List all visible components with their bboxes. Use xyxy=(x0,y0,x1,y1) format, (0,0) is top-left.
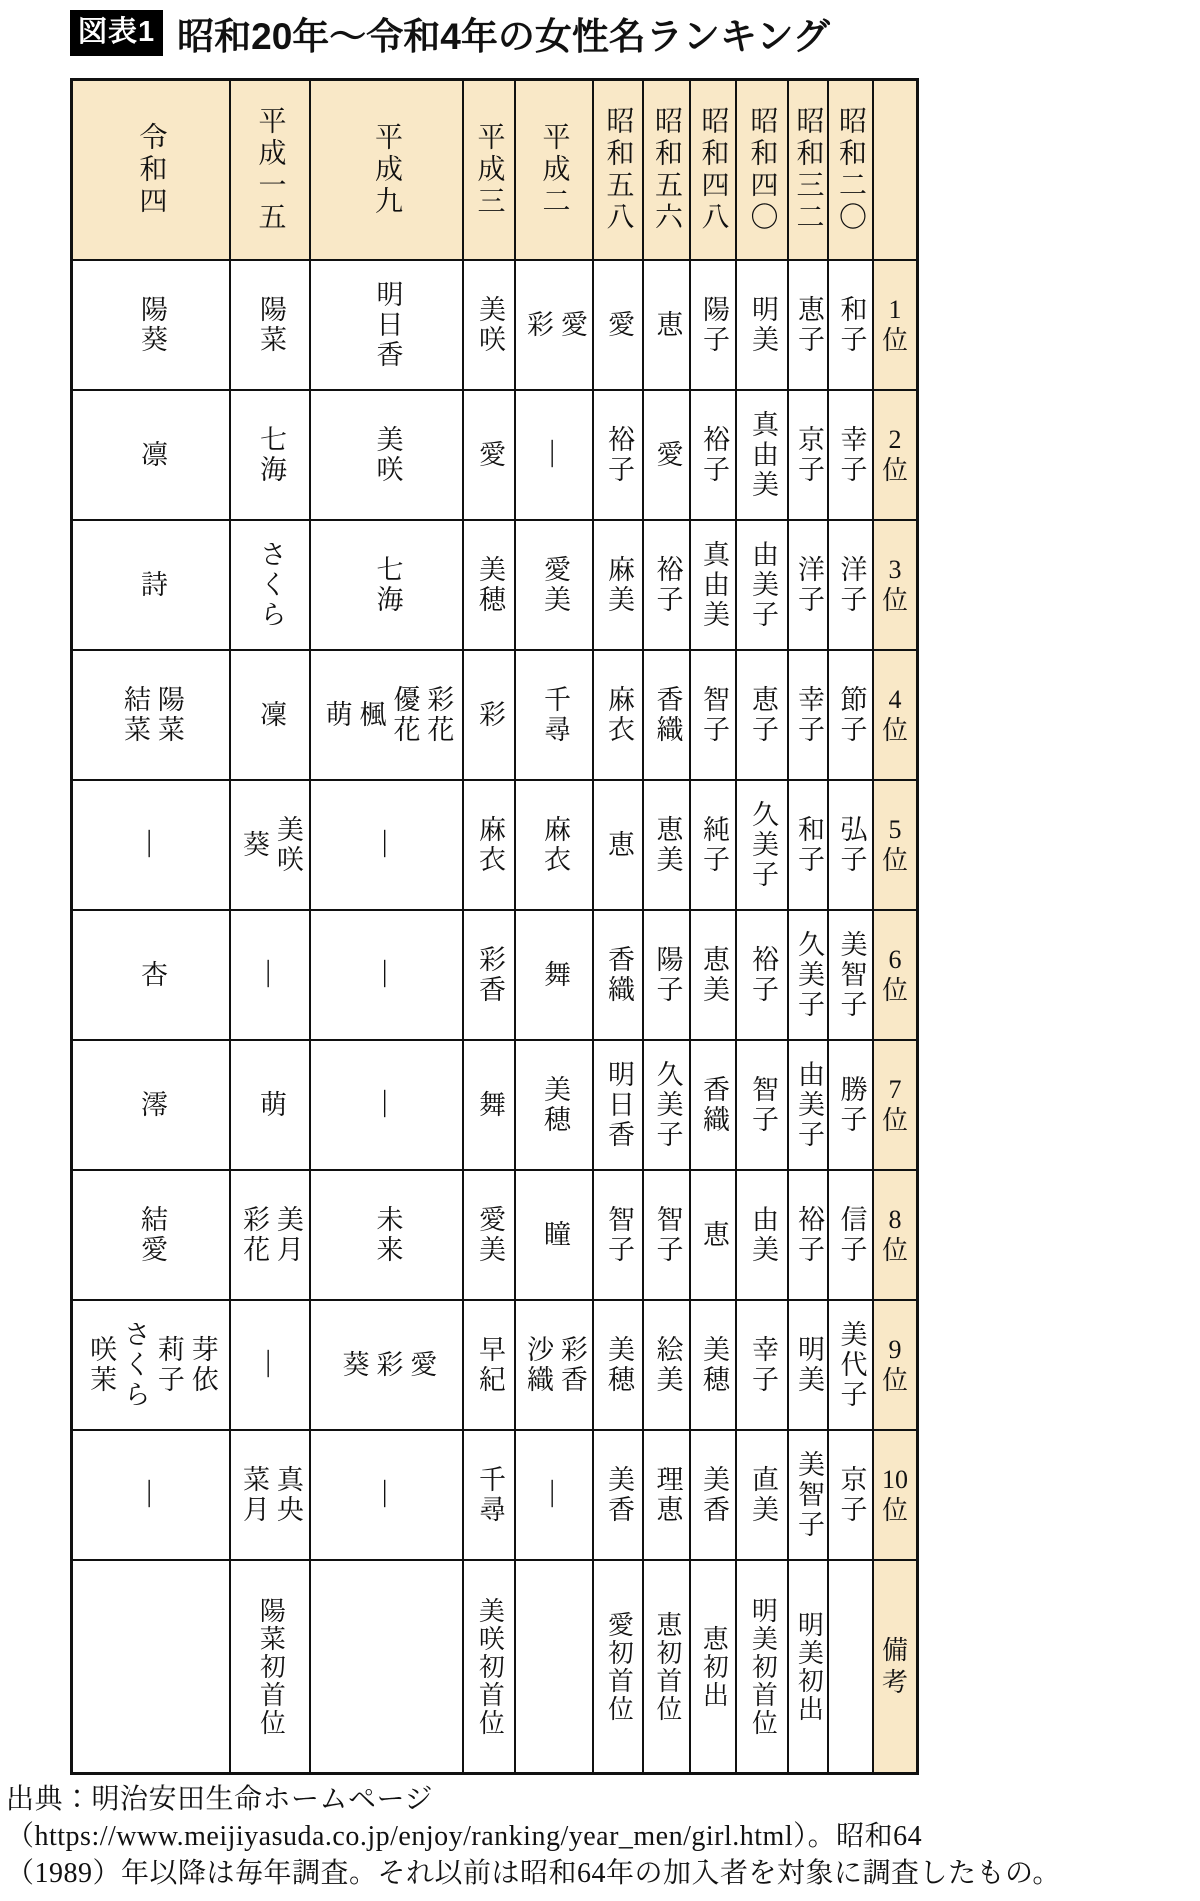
name-text: 澪 xyxy=(136,1090,167,1120)
name-cell xyxy=(690,260,736,390)
name-text: 陽子 xyxy=(652,945,683,1005)
name-text: 美香 xyxy=(603,1465,634,1525)
name-cell xyxy=(690,1170,736,1300)
name-cell xyxy=(230,390,310,520)
name-text: 明美初出 xyxy=(794,1610,824,1723)
name-cell xyxy=(788,1430,828,1560)
name-text: 千尋 xyxy=(474,1465,505,1525)
rank-label-cell: 4位 xyxy=(873,650,917,780)
name-text: 由美子 xyxy=(793,1060,824,1150)
name-cell xyxy=(788,1040,828,1170)
rank-label-cell: 5位 xyxy=(873,780,917,910)
name-text: 美智子 xyxy=(836,930,867,1020)
name-text: 莉子 xyxy=(153,1335,184,1395)
name-cell xyxy=(828,910,873,1040)
name-cell xyxy=(690,780,736,910)
remark-cell xyxy=(690,1560,736,1773)
rank-label-cell: 備考 xyxy=(873,1560,917,1773)
name-text: 愛初首位 xyxy=(604,1610,634,1723)
name-cell xyxy=(515,1040,593,1170)
name-text: 恵子 xyxy=(747,685,778,745)
name-cell xyxy=(736,390,788,520)
name-cell xyxy=(828,260,873,390)
name-cell xyxy=(593,260,643,390)
rank-label-cell: 7位 xyxy=(873,1040,917,1170)
no-data-dash: ― xyxy=(539,1480,570,1510)
name-cell xyxy=(593,780,643,910)
name-cell xyxy=(515,390,593,520)
name-text: 裕子 xyxy=(698,425,729,485)
name-text: さくら xyxy=(120,1320,150,1410)
name-text: 昭和四〇 xyxy=(746,106,778,234)
name-text: 彩香 xyxy=(474,945,505,1005)
era-header-cell xyxy=(230,80,310,260)
name-cell xyxy=(828,650,873,780)
name-text: 裕子 xyxy=(793,1205,824,1265)
name-cell xyxy=(643,780,690,910)
era-header-cell xyxy=(788,80,828,260)
source-line: 出典：明治安田生命ホームページ xyxy=(6,1784,433,1815)
page-title xyxy=(70,6,1190,60)
no-data-dash: ― xyxy=(136,830,167,860)
name-text: 美穂 xyxy=(603,1335,634,1395)
name-cell xyxy=(72,1040,230,1170)
name-cell xyxy=(463,260,515,390)
name-cell xyxy=(593,1430,643,1560)
name-cell xyxy=(593,650,643,780)
no-data-dash: ― xyxy=(372,1090,403,1120)
name-ranking-table xyxy=(70,78,919,1775)
name-cell xyxy=(736,780,788,910)
name-text: 愛美 xyxy=(474,1205,505,1265)
name-text: 菜月 xyxy=(239,1465,269,1525)
name-text: 愛 xyxy=(474,440,505,470)
name-text: 明美 xyxy=(747,295,778,355)
name-text: 恵 xyxy=(652,310,683,340)
name-text: 美咲 xyxy=(474,295,505,355)
name-cell xyxy=(736,1040,788,1170)
name-cell xyxy=(788,1170,828,1300)
name-text: 平成三 xyxy=(473,122,505,218)
name-cell xyxy=(736,1170,788,1300)
name-cell xyxy=(736,650,788,780)
name-cell xyxy=(72,1170,230,1300)
name-text: 理恵 xyxy=(652,1465,683,1525)
name-cell xyxy=(72,780,230,910)
name-cell xyxy=(690,1040,736,1170)
name-cell xyxy=(690,650,736,780)
name-text: 智子 xyxy=(652,1205,683,1265)
name-cell xyxy=(72,1300,230,1430)
name-cell xyxy=(515,1170,593,1300)
name-text: 久美子 xyxy=(747,800,778,890)
name-text: 萌 xyxy=(321,700,352,730)
name-text: 陽菜初首位 xyxy=(256,1596,286,1737)
name-text: 美穂 xyxy=(474,555,505,615)
rank-label-cell: 1位 xyxy=(873,260,917,390)
name-text: 弘子 xyxy=(836,815,867,875)
no-data-dash: ― xyxy=(255,1350,286,1380)
remark-cell xyxy=(72,1560,230,1773)
name-text: 真央 xyxy=(272,1465,303,1525)
name-text: 美咲初首位 xyxy=(475,1596,505,1737)
name-text: 明美初首位 xyxy=(748,1596,778,1737)
name-cell xyxy=(690,1430,736,1560)
name-cell xyxy=(788,520,828,650)
name-text: 美香 xyxy=(698,1465,729,1525)
name-cell xyxy=(72,260,230,390)
figure-number-badge: 図表1 xyxy=(70,10,163,56)
name-text: 恵美 xyxy=(698,945,729,1005)
no-data-dash: ― xyxy=(539,440,570,470)
name-cell xyxy=(310,390,463,520)
name-cell xyxy=(828,1430,873,1560)
name-cell xyxy=(643,260,690,390)
name-text: 美智子 xyxy=(793,1450,824,1540)
name-cell xyxy=(593,1040,643,1170)
name-text: 美咲 xyxy=(372,425,403,485)
name-cell xyxy=(593,390,643,520)
name-cell xyxy=(643,1040,690,1170)
name-text: 勝子 xyxy=(836,1075,867,1135)
name-text: 彩花 xyxy=(423,685,454,745)
remark-cell xyxy=(463,1560,515,1773)
name-text: さくら xyxy=(255,540,286,630)
name-text: 昭和四八 xyxy=(697,106,729,234)
name-cell xyxy=(230,780,310,910)
era-header-cell xyxy=(690,80,736,260)
name-cell xyxy=(828,1300,873,1430)
name-cell xyxy=(463,910,515,1040)
remark-cell xyxy=(643,1560,690,1773)
name-text: 直美 xyxy=(747,1465,778,1525)
remark-cell xyxy=(736,1560,788,1773)
name-text: 杏 xyxy=(136,960,167,990)
name-cell xyxy=(643,910,690,1040)
name-cell xyxy=(463,780,515,910)
name-cell xyxy=(72,650,230,780)
name-text: 彩 xyxy=(523,310,553,340)
era-header-cell xyxy=(643,80,690,260)
name-cell xyxy=(736,260,788,390)
name-cell xyxy=(788,650,828,780)
name-cell xyxy=(230,1300,310,1430)
name-cell xyxy=(310,650,463,780)
name-cell xyxy=(736,910,788,1040)
name-cell xyxy=(310,910,463,1040)
name-cell xyxy=(72,390,230,520)
name-cell xyxy=(828,1040,873,1170)
rank-label-cell: 10位 xyxy=(873,1430,917,1560)
name-cell xyxy=(310,1430,463,1560)
name-text: 千尋 xyxy=(539,685,570,745)
no-data-dash: ― xyxy=(372,960,403,990)
name-cell xyxy=(788,260,828,390)
name-cell xyxy=(310,1300,463,1430)
name-text: 平成九 xyxy=(371,122,403,218)
name-text: 洋子 xyxy=(793,555,824,615)
name-text: 恵初出 xyxy=(699,1624,729,1709)
name-text: 麻衣 xyxy=(603,685,634,745)
title-text: 昭和20年〜令和4年の女性名ランキング xyxy=(177,16,830,57)
name-text: 真由美 xyxy=(698,540,729,630)
name-text: 七海 xyxy=(372,555,403,615)
name-text: 昭和五六 xyxy=(651,106,683,234)
name-cell xyxy=(788,910,828,1040)
name-text: 明美 xyxy=(793,1335,824,1395)
name-text: 瞳 xyxy=(539,1220,570,1250)
name-cell xyxy=(593,1170,643,1300)
era-header-cell xyxy=(72,80,230,260)
name-cell xyxy=(463,1300,515,1430)
rank-label-cell: 2位 xyxy=(873,390,917,520)
no-data-dash: ― xyxy=(372,830,403,860)
name-text: 葵 xyxy=(338,1350,369,1380)
name-text: 裕子 xyxy=(603,425,634,485)
name-text: 愛 xyxy=(603,310,634,340)
name-text: 彩香 xyxy=(556,1335,587,1395)
name-text: 恵子 xyxy=(793,295,824,355)
name-text: 久美子 xyxy=(793,930,824,1020)
name-cell xyxy=(788,780,828,910)
name-text: 舞 xyxy=(474,1090,505,1120)
name-cell xyxy=(515,520,593,650)
name-text: 芽依 xyxy=(187,1335,218,1395)
rank-label-cell: 6位 xyxy=(873,910,917,1040)
name-text: 早紀 xyxy=(474,1335,505,1395)
name-cell xyxy=(828,390,873,520)
name-text: 舞 xyxy=(539,960,570,990)
name-text: 恵美 xyxy=(652,815,683,875)
name-text: 恵 xyxy=(698,1220,729,1250)
name-text: 陽菜 xyxy=(255,295,286,355)
name-text: 恵初首位 xyxy=(652,1610,682,1723)
name-cell xyxy=(515,780,593,910)
name-cell xyxy=(463,520,515,650)
name-text: 美穂 xyxy=(539,1075,570,1135)
name-cell xyxy=(828,520,873,650)
name-text: 平成一五 xyxy=(254,106,286,234)
name-text: 愛 xyxy=(556,310,587,340)
name-cell xyxy=(310,1040,463,1170)
name-cell xyxy=(643,1300,690,1430)
source-note-line: （1989）年以降は毎年調査。それ以前は昭和64年の加入者を対象に調査したもの。 xyxy=(6,1857,1061,1889)
name-text: 由美 xyxy=(747,1205,778,1265)
name-cell xyxy=(310,1170,463,1300)
name-text: 平成二 xyxy=(538,122,570,218)
name-cell xyxy=(643,520,690,650)
name-text: 結菜 xyxy=(120,685,150,745)
name-cell xyxy=(690,390,736,520)
name-cell xyxy=(515,650,593,780)
name-cell xyxy=(736,520,788,650)
name-text: 洋子 xyxy=(836,555,867,615)
name-text: 愛美 xyxy=(539,555,570,615)
name-text: 純子 xyxy=(698,815,729,875)
name-text: 京子 xyxy=(836,1465,867,1525)
name-cell xyxy=(593,910,643,1040)
name-text: 麻衣 xyxy=(474,815,505,875)
name-cell xyxy=(230,910,310,1040)
name-cell xyxy=(736,1430,788,1560)
name-text: 未来 xyxy=(372,1205,403,1265)
name-text: 和子 xyxy=(836,295,867,355)
name-text: 愛 xyxy=(652,440,683,470)
name-text: 香織 xyxy=(652,685,683,745)
name-text: 明日香 xyxy=(372,280,403,370)
name-text: 幸子 xyxy=(747,1335,778,1395)
name-cell xyxy=(828,780,873,910)
name-text: 京子 xyxy=(793,425,824,485)
name-cell xyxy=(230,650,310,780)
name-text: 結愛 xyxy=(136,1205,167,1265)
name-text: 智子 xyxy=(603,1205,634,1265)
name-cell xyxy=(515,260,593,390)
source-url-line: （https://www.meijiyasuda.co.jp/enjoy/ranking/year_men/girl.html）。昭和64 xyxy=(6,1820,923,1852)
name-cell xyxy=(310,260,463,390)
name-text: 麻衣 xyxy=(539,815,570,875)
name-cell xyxy=(515,1430,593,1560)
name-cell xyxy=(310,520,463,650)
era-header-cell xyxy=(515,80,593,260)
rank-label-cell: 8位 xyxy=(873,1170,917,1300)
name-text: 幸子 xyxy=(793,685,824,745)
name-text: 彩花 xyxy=(239,1205,269,1265)
rank-label-cell: 9位 xyxy=(873,1300,917,1430)
era-header-cell xyxy=(828,80,873,260)
name-text: 陽菜 xyxy=(153,685,184,745)
name-text: 咲茉 xyxy=(86,1335,117,1395)
name-cell xyxy=(828,1170,873,1300)
name-text: 香織 xyxy=(603,945,634,1005)
name-text: 美穂 xyxy=(698,1335,729,1395)
remark-cell xyxy=(593,1560,643,1773)
name-text: 由美子 xyxy=(747,540,778,630)
name-text: 美代子 xyxy=(836,1320,867,1410)
name-text: 沙織 xyxy=(523,1335,553,1395)
name-cell xyxy=(643,1170,690,1300)
name-cell xyxy=(690,1300,736,1430)
name-cell xyxy=(463,650,515,780)
era-header-cell xyxy=(736,80,788,260)
name-text: 詩 xyxy=(136,570,167,600)
no-data-dash: ― xyxy=(255,960,286,990)
name-text: 陽葵 xyxy=(136,295,167,355)
name-text: 令和四 xyxy=(135,122,167,218)
name-text: 彩 xyxy=(372,1350,403,1380)
name-text: 和子 xyxy=(793,815,824,875)
name-cell xyxy=(230,1430,310,1560)
name-text: 恵 xyxy=(603,830,634,860)
name-text: 信子 xyxy=(836,1205,867,1265)
name-text: 陽子 xyxy=(698,295,729,355)
name-text: 麻美 xyxy=(603,555,634,615)
name-text: 葵 xyxy=(239,830,269,860)
remark-cell xyxy=(310,1560,463,1773)
name-cell xyxy=(593,1300,643,1430)
name-cell xyxy=(593,520,643,650)
name-cell xyxy=(463,390,515,520)
name-text: 凜 xyxy=(255,700,286,730)
name-cell xyxy=(230,1170,310,1300)
name-text: 真由美 xyxy=(747,410,778,500)
name-text: 美咲 xyxy=(272,815,303,875)
name-text: 香織 xyxy=(698,1075,729,1135)
name-cell xyxy=(515,1300,593,1430)
name-text: 昭和二〇 xyxy=(835,106,867,234)
remark-cell xyxy=(230,1560,310,1773)
era-header-cell xyxy=(593,80,643,260)
name-cell xyxy=(643,650,690,780)
name-text: 幸子 xyxy=(836,425,867,485)
remark-cell xyxy=(788,1560,828,1773)
name-cell xyxy=(643,1430,690,1560)
name-cell xyxy=(788,1300,828,1430)
name-text: 昭和三二 xyxy=(792,106,824,234)
rank-label-cell: 3位 xyxy=(873,520,917,650)
name-text: 凛 xyxy=(136,440,167,470)
name-cell xyxy=(72,910,230,1040)
era-header-cell xyxy=(310,80,463,260)
name-text: 智子 xyxy=(698,685,729,745)
name-text: 裕子 xyxy=(747,945,778,1005)
era-header-cell xyxy=(463,80,515,260)
no-data-dash: ― xyxy=(136,1480,167,1510)
name-cell xyxy=(463,1170,515,1300)
name-text: 楓 xyxy=(355,700,386,730)
name-cell xyxy=(310,780,463,910)
name-cell xyxy=(515,910,593,1040)
name-text: 昭和五八 xyxy=(602,106,634,234)
name-text: 優花 xyxy=(389,685,420,745)
name-text: 智子 xyxy=(747,1075,778,1135)
name-cell xyxy=(736,1300,788,1430)
name-text: 裕子 xyxy=(652,555,683,615)
name-text: 萌 xyxy=(255,1090,286,1120)
name-text: 七海 xyxy=(255,425,286,485)
name-cell xyxy=(72,520,230,650)
name-cell xyxy=(643,390,690,520)
name-cell xyxy=(230,260,310,390)
name-text: 愛 xyxy=(406,1350,437,1380)
name-text: 久美子 xyxy=(652,1060,683,1150)
name-text: 節子 xyxy=(836,685,867,745)
rank-header-cell xyxy=(873,80,917,260)
name-cell xyxy=(463,1430,515,1560)
name-text: 美月 xyxy=(272,1205,303,1265)
name-text: 絵美 xyxy=(652,1335,683,1395)
name-text: 彩 xyxy=(474,700,505,730)
no-data-dash: ― xyxy=(372,1480,403,1510)
remark-cell xyxy=(515,1560,593,1773)
source-note xyxy=(6,1782,1196,1893)
name-text: 明日香 xyxy=(603,1060,634,1150)
remark-cell xyxy=(828,1560,873,1773)
name-cell xyxy=(690,910,736,1040)
name-cell xyxy=(463,1040,515,1170)
name-cell xyxy=(690,520,736,650)
name-cell xyxy=(230,1040,310,1170)
name-cell xyxy=(788,390,828,520)
name-cell xyxy=(230,520,310,650)
name-cell xyxy=(72,1430,230,1560)
